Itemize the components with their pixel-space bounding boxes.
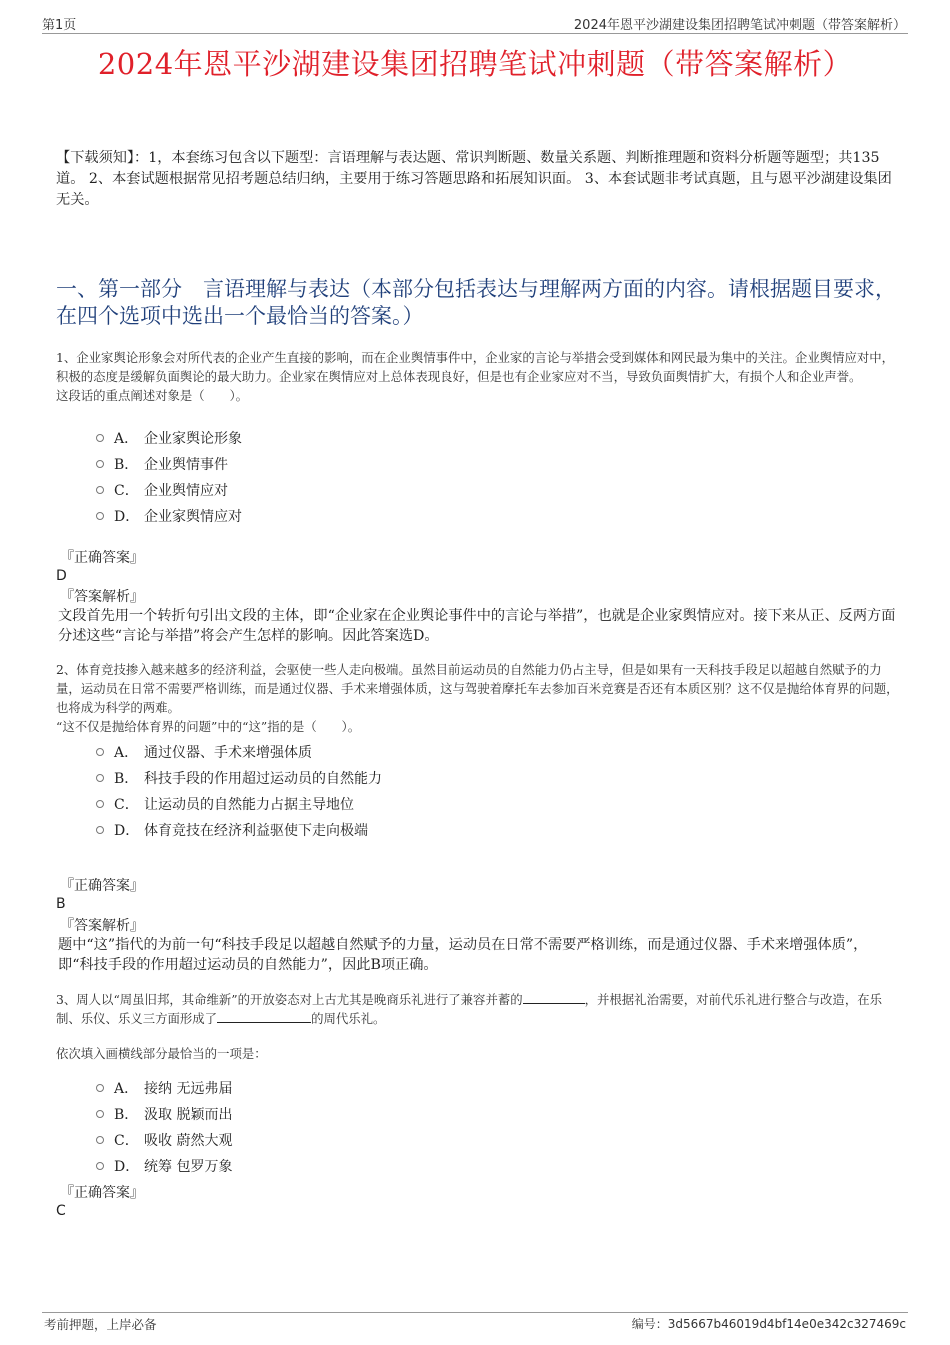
page-number: 第1页 bbox=[42, 18, 77, 33]
radio-icon[interactable] bbox=[96, 460, 104, 468]
question-3 bbox=[56, 990, 904, 1028]
question-1-prompt: 这段话的重点阐述对象是（ ）。 bbox=[56, 388, 249, 403]
question-1 bbox=[56, 348, 904, 405]
section-heading: 一、第一部分 言语理解与表达（本部分包括表达与理解两方面的内容。请根据题目要求，在四个选项中选出一个最恰当的答案。） bbox=[56, 277, 896, 328]
question-2-options bbox=[96, 739, 382, 843]
question-3-stem: 3、周人以“周虽旧邦，其命维新”的开放姿态对上古尤其是晚商乐礼进行了兼容并蓄的 ，并根据礼治需要，对前代乐礼进行整合与改造，在乐制、乐仪、乐义三方面形成了 的周代乐礼。 bbox=[56, 992, 882, 1026]
radio-icon[interactable] bbox=[96, 1084, 104, 1092]
correct-answer-value: D bbox=[56, 568, 67, 584]
option-d[interactable]: D． 体育竞技在经济利益驱使下走向极端 bbox=[96, 817, 382, 843]
correct-answer-label: 『正确答案』 bbox=[60, 1185, 144, 1201]
radio-icon[interactable] bbox=[96, 434, 104, 442]
radio-icon[interactable] bbox=[96, 826, 104, 834]
correct-answer-value: C bbox=[56, 1203, 66, 1219]
header-doc-title: 2024年恩平沙湖建设集团招聘笔试冲刺题（带答案解析） bbox=[573, 18, 906, 33]
correct-answer-value: B bbox=[56, 896, 66, 912]
question-2 bbox=[56, 660, 904, 736]
option-a[interactable]: A． 企业家舆论形象 bbox=[96, 425, 242, 451]
radio-icon[interactable] bbox=[96, 748, 104, 756]
document-title: 2024年恩平沙湖建设集团招聘笔试冲刺题（带答案解析） bbox=[97, 47, 853, 81]
question-3-prompt: 依次填入画横线部分最恰当的一项是： bbox=[56, 1046, 267, 1061]
question-1-stem: 1、企业家舆论形象会对所代表的企业产生直接的影响，而在企业舆情事件中，企业家的言论与举措会受到媒体和网民最为集中的关注。企业舆情应对中，积极的态度是缓解负面舆论的最大助力。企业家在舆情应对上总体表现良好，但是也有企业家应对不当，导致负面舆情扩大，有损个人和企业声誉。 bbox=[56, 350, 895, 384]
radio-icon[interactable] bbox=[96, 486, 104, 494]
footer-divider bbox=[42, 1312, 908, 1313]
question-2-prompt: “这不仅是抛给体育界的问题”中的“这”指的是（ ）。 bbox=[56, 719, 361, 734]
fill-blank-2 bbox=[217, 1010, 311, 1023]
radio-icon[interactable] bbox=[96, 512, 104, 520]
option-c[interactable]: C． 企业舆情应对 bbox=[96, 477, 242, 503]
analysis-text: 题中“这”指代的为前一句“科技手段足以超越自然赋予的力量，运动员在日常不需要严格训练，而是通过仪器、手术来增强体质”，即“科技手段的作用超过运动员的自然能力”，因此B项正确。 bbox=[58, 937, 868, 973]
analysis-text: 文段首先用一个转折句引出文段的主体，即“企业家在企业舆论事件中的言论与举措”，也就是企业家舆情应对。接下来从正、反两方面分述这些“言论与举措”将会产生怎样的影响。因此答案选D。 bbox=[58, 608, 896, 644]
radio-icon[interactable] bbox=[96, 1136, 104, 1144]
fill-blank-1 bbox=[523, 991, 585, 1004]
option-d[interactable]: D． 统筹 包罗万象 bbox=[96, 1153, 232, 1179]
radio-icon[interactable] bbox=[96, 800, 104, 808]
question-3-options bbox=[96, 1075, 232, 1179]
analysis-label: 『答案解析』 bbox=[60, 918, 144, 934]
header-divider bbox=[42, 33, 908, 34]
download-notice: 【下载须知】：1，本套练习包含以下题型：言语理解与表达题、常识判断题、数量关系题、判断推理题和资料分析题等题型；共135道。 2、本套试题根据常见招考题总结归纳，主要用于练习答题思路和拓展知识面。 3、本套试题非考试真题，且与恩平沙湖建设集团无关。 bbox=[56, 150, 892, 208]
question-1-options bbox=[96, 425, 242, 529]
option-c[interactable]: C． 吸收 蔚然大观 bbox=[96, 1127, 232, 1153]
correct-answer-label: 『正确答案』 bbox=[60, 878, 144, 894]
option-b[interactable]: B． 企业舆情事件 bbox=[96, 451, 242, 477]
option-b[interactable]: B． 科技手段的作用超过运动员的自然能力 bbox=[96, 765, 382, 791]
analysis-label: 『答案解析』 bbox=[60, 589, 144, 605]
correct-answer-label: 『正确答案』 bbox=[60, 550, 144, 566]
option-a[interactable]: A． 接纳 无远弗届 bbox=[96, 1075, 232, 1101]
option-c[interactable]: C． 让运动员的自然能力占据主导地位 bbox=[96, 791, 382, 817]
option-b[interactable]: B． 汲取 脱颖而出 bbox=[96, 1101, 232, 1127]
radio-icon[interactable] bbox=[96, 1110, 104, 1118]
option-d[interactable]: D． 企业家舆情应对 bbox=[96, 503, 242, 529]
radio-icon[interactable] bbox=[96, 774, 104, 782]
question-2-stem: 2、体育竞技掺入越来越多的经济利益，会驱使一些人走向极端。虽然目前运动员的自然能力仍占主导，但是如果有一天科技手段足以超越自然赋予的力量，运动员在日常不需要严格训练，而是通过仪器、手术来增强体质，这与驾驶着摩托车去参加百米竞赛是否还有本质区别？这不仅是抛给体育界的问题，也将成为科学的两难。 bbox=[56, 662, 899, 715]
footer-slogan: 考前押题，上岸必备 bbox=[44, 1317, 157, 1332]
radio-icon[interactable] bbox=[96, 1162, 104, 1170]
option-a[interactable]: A． 通过仪器、手术来增强体质 bbox=[96, 739, 382, 765]
document-code: 编号：3d5667b46019d4bf14e0e342c327469c bbox=[631, 1317, 906, 1331]
